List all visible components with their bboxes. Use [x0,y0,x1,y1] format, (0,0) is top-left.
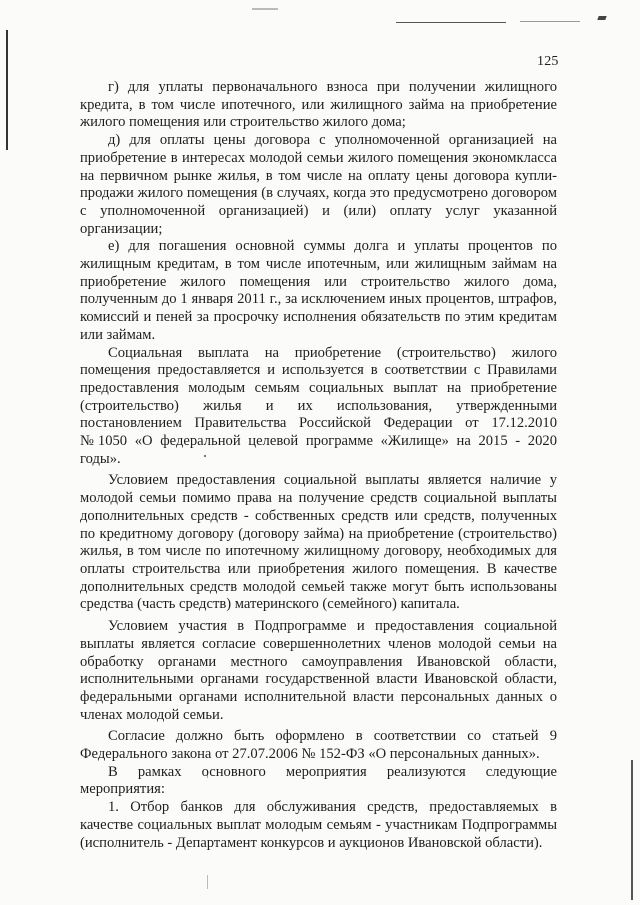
scan-top-dots [252,8,278,10]
scan-top-rule-faint [520,21,580,22]
paragraph-measure-1: 1. Отбор банков для обслуживания средств, предоставляемых в качестве социальных выплат молодым семьям - участникам Подпрограммы (исполнитель - Департамент конкурсов и аукционов Ивановской области). [80,799,557,851]
paragraph-participation-condition: Условием участия в Подпрограмме и предоставления социальной выплаты является согласие совершеннолетних членов молодой семьи на обработку органами местного самоуправления Ивановской области, исполнительными органами государственной власти Ивановской области, федеральными органами исполнительной власти персональных данных о членах молодой семьи. [80,618,557,723]
document-body [80,79,557,852]
scan-tick-bottom [207,875,208,889]
paragraph-d: д) для оплаты цены договора с уполномоченной организацией на приобретение в интересах молодой семьи жилого помещения экономкласса на первичном рынке жилья, в том числе на оплату цены договора купли-продажи жилого помещения (в случаях, когда это предусмотрено договором с уполномоченной организацией) и (или) оплату услуг указанной организации; [80,132,557,237]
page-number: 125 [537,54,559,69]
scan-top-rule [396,22,506,23]
paragraph-social-payment: Социальная выплата на приобретение (строительство) жилого помещения предоставляется и используется в соответствии с Правилами предоставления молодым семьям социальных выплат на приобретение (строительство) жилья и их использования, утвержденными постановлением Правительства Российской Федерации от 17.12.2010 №1050 «О федеральной целевой программе «Жилище» на 2015 - 2020 годы». [80,344,557,467]
paragraph-measures-intro: В рамках основного мероприятия реализуются следующие мероприятия: [80,763,557,798]
paragraph-g: г) для уплаты первоначального взноса при получении жилищного кредита, в том числе ипотечного, или жилищного займа на приобретение жилого помещения или строительство жилого дома; [80,79,557,131]
paragraph-payment-condition: Условием предоставления социальной выплаты является наличие у молодой семьи помимо права на получение средств социальной выплаты дополнительных средств - собственных средств или средств, полученных по кредитному договору (договору займа) на приобретение (строительство) жилья, в том числе по ипотечному жилищному договору, необходимых для оплаты строительства или приобретения жилого помещения. В качестве дополнительных средств молодой семьей также могут быть использованы средства (часть средств) материнского (семейного) капитала. [80,472,557,613]
paragraph-consent: Согласие должно быть оформлено в соответствии со статьей 9 Федерального закона от 27.07.2006 № 152-ФЗ «О персональных данных». [80,728,557,763]
paragraph-e: е) для погашения основной суммы долга и уплаты процентов по жилищным кредитам, в том числе ипотечным, или жилищным займам на приобретение жилого помещения или строительство жилого дома, полученным до 1 января 2011 г., за исключением иных процентов, штрафов, комиссий и пеней за просрочку исполнения обязательств по этим кредитам или займам. [80,238,557,343]
scan-margin-line [6,30,8,150]
scan-right-edge [631,760,633,900]
scan-corner-mark [597,16,606,20]
